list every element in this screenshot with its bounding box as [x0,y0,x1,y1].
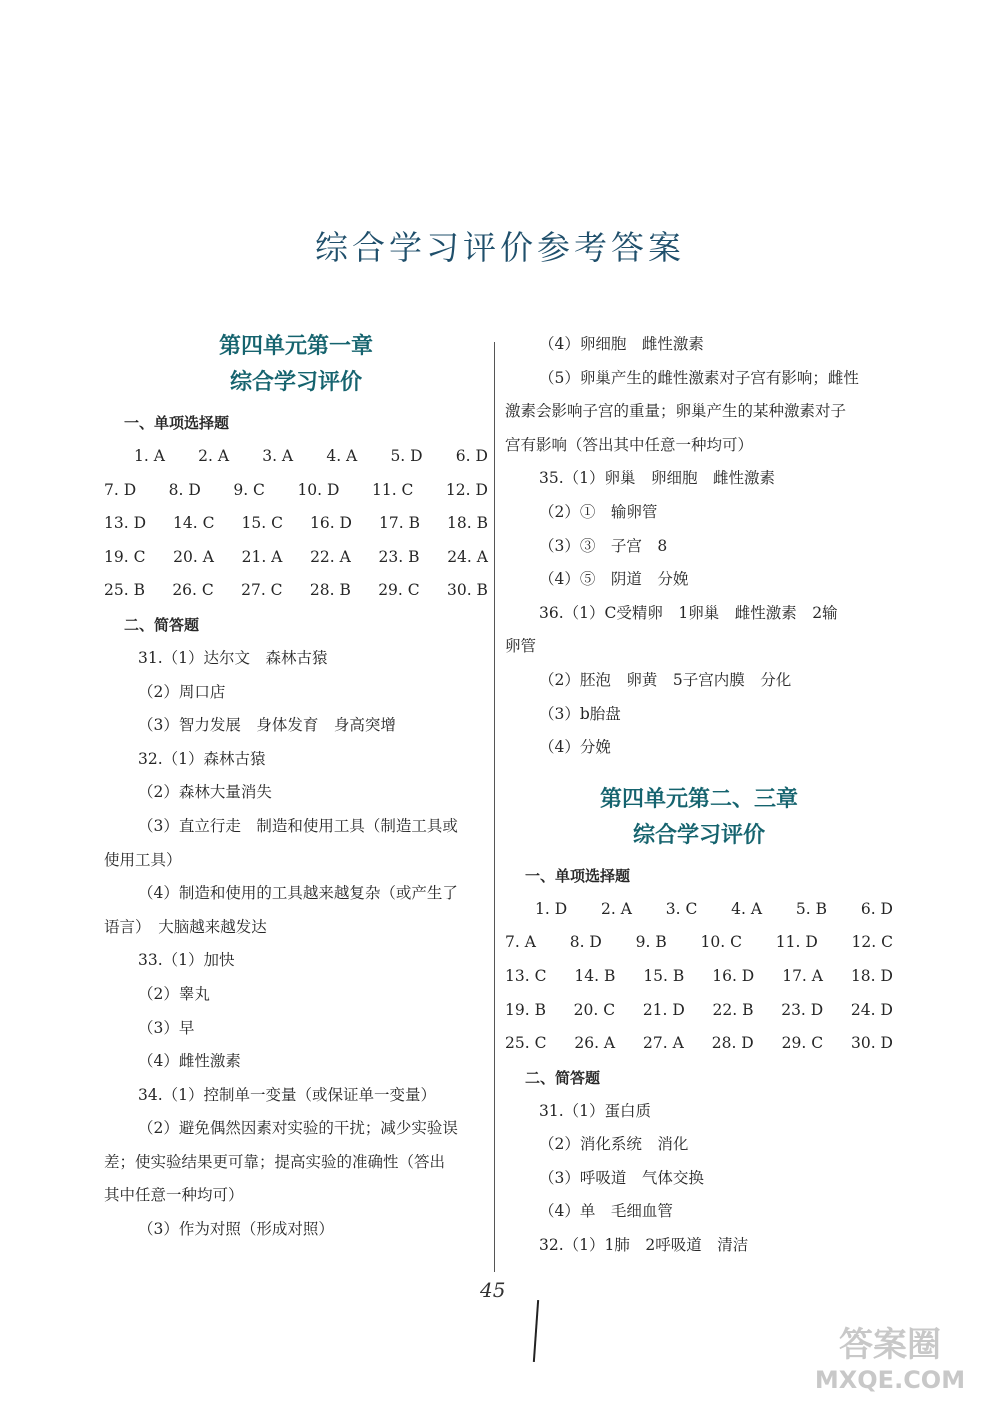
watermark-logo [800,1316,980,1396]
answer-line: （5）卵巢产生的雌性激素对子宫有影响；雌性 [539,368,859,387]
mc-answer: 3. C [665,899,698,918]
mc-answer: 14. B [574,966,616,985]
answer-line: 宫有影响（答出其中任意一种均可） [505,435,754,454]
short-answers [104,642,488,1247]
answer-line: （3）智力发展 身体发育 身高突增 [138,716,396,735]
mc-row [104,574,488,608]
answer-line: 卵管 [505,637,537,656]
answer-line: （4）卵细胞 雌性激素 [539,335,704,353]
answer-line: 31.（1）蛋白质 [539,1101,652,1120]
mc-answer: 29. C [378,581,420,600]
mc-answer: 9. C [233,480,265,499]
mc-answers [104,440,488,608]
mc-answer: 19. C [104,547,146,566]
mc-answer: 5. B [795,899,827,918]
mc-answer: 23. B [378,547,420,566]
mc-answer: 17. B [379,514,420,533]
mc-answer: 11. D [775,933,818,952]
mc-row [505,926,893,960]
answer-line: （2）睾丸 [138,984,210,1003]
answer-line: （4）制造和使用的工具越来越复杂（或产生了 [138,884,458,903]
mc-row [104,474,488,508]
section-heading: 一、单项选择题 [124,414,230,432]
mc-answer: 9. B [635,933,667,952]
mc-answer: 24. D [850,1000,893,1019]
mc-answer: 1. A [134,447,165,465]
mc-answer: 28. D [711,1034,754,1053]
mc-answer: 28. B [309,581,351,600]
answer-line: （3）③ 子宫 8 [539,536,668,555]
answer-line: 36.（1）C受精卵 1卵巢 雌性激素 2输 [539,603,838,622]
mc-answer: 30. D [850,1034,893,1053]
mc-answer: 8. D [569,933,602,952]
mc-answer: 24. A [447,547,488,566]
mc-answer: 20. A [173,547,214,566]
mc-answer: 22. A [310,547,351,566]
mc-answer: 10. C [700,933,742,952]
mc-answer: 27. A [643,1034,684,1053]
mc-answer: 13. D [104,514,147,533]
answer-line: （2）森林大量消失 [138,783,272,802]
mc-answer: 26. C [172,581,214,600]
answer-line: （4）单 毛细血管 [539,1202,673,1221]
answer-line: （2）周口店 [138,682,226,701]
mc-answer: 12. C [851,933,893,952]
mc-answer: 26. A [574,1034,616,1053]
mc-answer: 22. B [712,1000,754,1019]
answer-line: （2）胚泡 卵黄 5子宫内膜 分化 [539,670,792,689]
answer-line: （3）早 [138,1018,195,1037]
mc-answer: 8. D [168,480,201,499]
column-divider [494,342,495,1272]
answer-line: （3）直立行走 制造和使用工具（制造工具或 [138,816,458,835]
answer-line: （4）⑤ 阴道 分娩 [539,570,689,589]
answer-line: 语言） 大脑越来越发达 [104,917,267,936]
mc-answer: 29. C [781,1034,824,1053]
mc-answer: 4. A [731,899,763,918]
mc-answer: 7. D [104,480,137,499]
mc-answer: 11. C [371,480,414,499]
mc-answer: 18. D [850,966,893,985]
watermark-text: 答案圈 [839,1325,941,1365]
mc-row [505,1027,893,1061]
unit-subtitle: 综合学习评价 [632,821,765,848]
watermark-url: MXQE.COM [814,1366,966,1394]
mc-answers [505,893,893,1061]
mc-answer: 25. C [505,1034,547,1053]
mc-row [505,994,893,1028]
mc-answer: 15. C [241,514,283,533]
mc-answer: 17. A [782,966,823,985]
answer-line: 34.（1）控制单一变量（或保证单一变量） [138,1085,437,1104]
mc-row [505,893,893,927]
mc-row [104,507,488,541]
answer-line: 使用工具） [104,850,182,869]
pen-mark [533,1300,539,1362]
mc-row [505,960,893,994]
mc-answer: 18. B [447,514,488,533]
answer-line: 32.（1）1肺 2呼吸道 清洁 [539,1236,749,1255]
mc-answer: 2. A [198,447,230,465]
section-heading: 一、单项选择题 [525,866,631,885]
mc-row [104,440,488,474]
mc-answer: 14. C [173,514,215,533]
mc-answer: 5. D [390,447,423,465]
mc-answer: 25. B [104,581,145,600]
mc-answer: 6. D [860,899,893,918]
answer-line: 32.（1）森林古猿 [138,749,266,768]
unit-title: 第四单元第一章 [218,333,373,359]
answer-line: （2）避免偶然因素对实验的干扰；减少实验误 [138,1119,458,1138]
mc-answer: 10. D [297,480,340,499]
short-answers [505,1095,893,1263]
answer-line: 差；使实验结果更可靠；提高实验的准确性（答出 [104,1152,446,1171]
mc-answer: 6. D [455,447,488,465]
mc-answer: 27. C [241,581,283,600]
answer-line: 31.（1）达尔文 森林古猿 [138,648,328,667]
mc-answer: 21. D [642,1000,685,1019]
mc-answer: 16. D [712,966,755,985]
mc-row [104,541,488,575]
mc-answer: 2. A [600,899,632,918]
answer-line: 激素会影响子宫的重量；卵巢产生的某种激素对子 [505,402,847,421]
unit-subtitle: 综合学习评价 [229,369,362,395]
answer-line: 33.（1）加快 [138,951,235,970]
answer-line: （4）分娩 [539,738,611,757]
answer-line: 35.（1）卵巢 卵细胞 雌性激素 [539,469,776,488]
answer-line: （3）b胎盘 [539,704,621,723]
unit-title: 第四单元第二、三章 [599,785,798,812]
answer-line: （2）消化系统 消化 [539,1135,689,1154]
answer-line: （4）雌性激素 [138,1052,241,1071]
mc-answer: 13. C [505,966,547,985]
mc-answer: 3. A [262,447,294,465]
mc-answer: 21. A [241,547,283,566]
right-column [505,328,893,1263]
answer-line: （2）① 输卵管 [539,502,658,521]
page-title: 综合学习评价参考答案 [315,228,685,267]
mc-answer: 20. C [573,1000,616,1019]
short-answers [505,328,893,765]
mc-answer: 4. A [326,447,358,465]
answer-line: （3）呼吸道 气体交换 [539,1168,704,1187]
mc-answer: 1. D [535,899,568,918]
mc-answer: 23. D [781,1000,824,1019]
page-number: 45 [480,1278,506,1302]
mc-answer: 16. D [309,514,352,533]
section-heading: 二、简答题 [124,615,200,634]
left-column [104,328,488,1247]
mc-answer: 19. B [505,1000,546,1019]
mc-answer: 12. D [445,480,488,499]
mc-answer: 30. B [446,581,488,600]
answer-line: 其中任意一种均可） [104,1186,244,1205]
mc-answer: 7. A [505,933,536,952]
answer-line: （3）作为对照（形成对照） [138,1220,334,1239]
section-heading: 二、简答题 [525,1068,601,1087]
mc-answer: 15. B [643,966,685,985]
